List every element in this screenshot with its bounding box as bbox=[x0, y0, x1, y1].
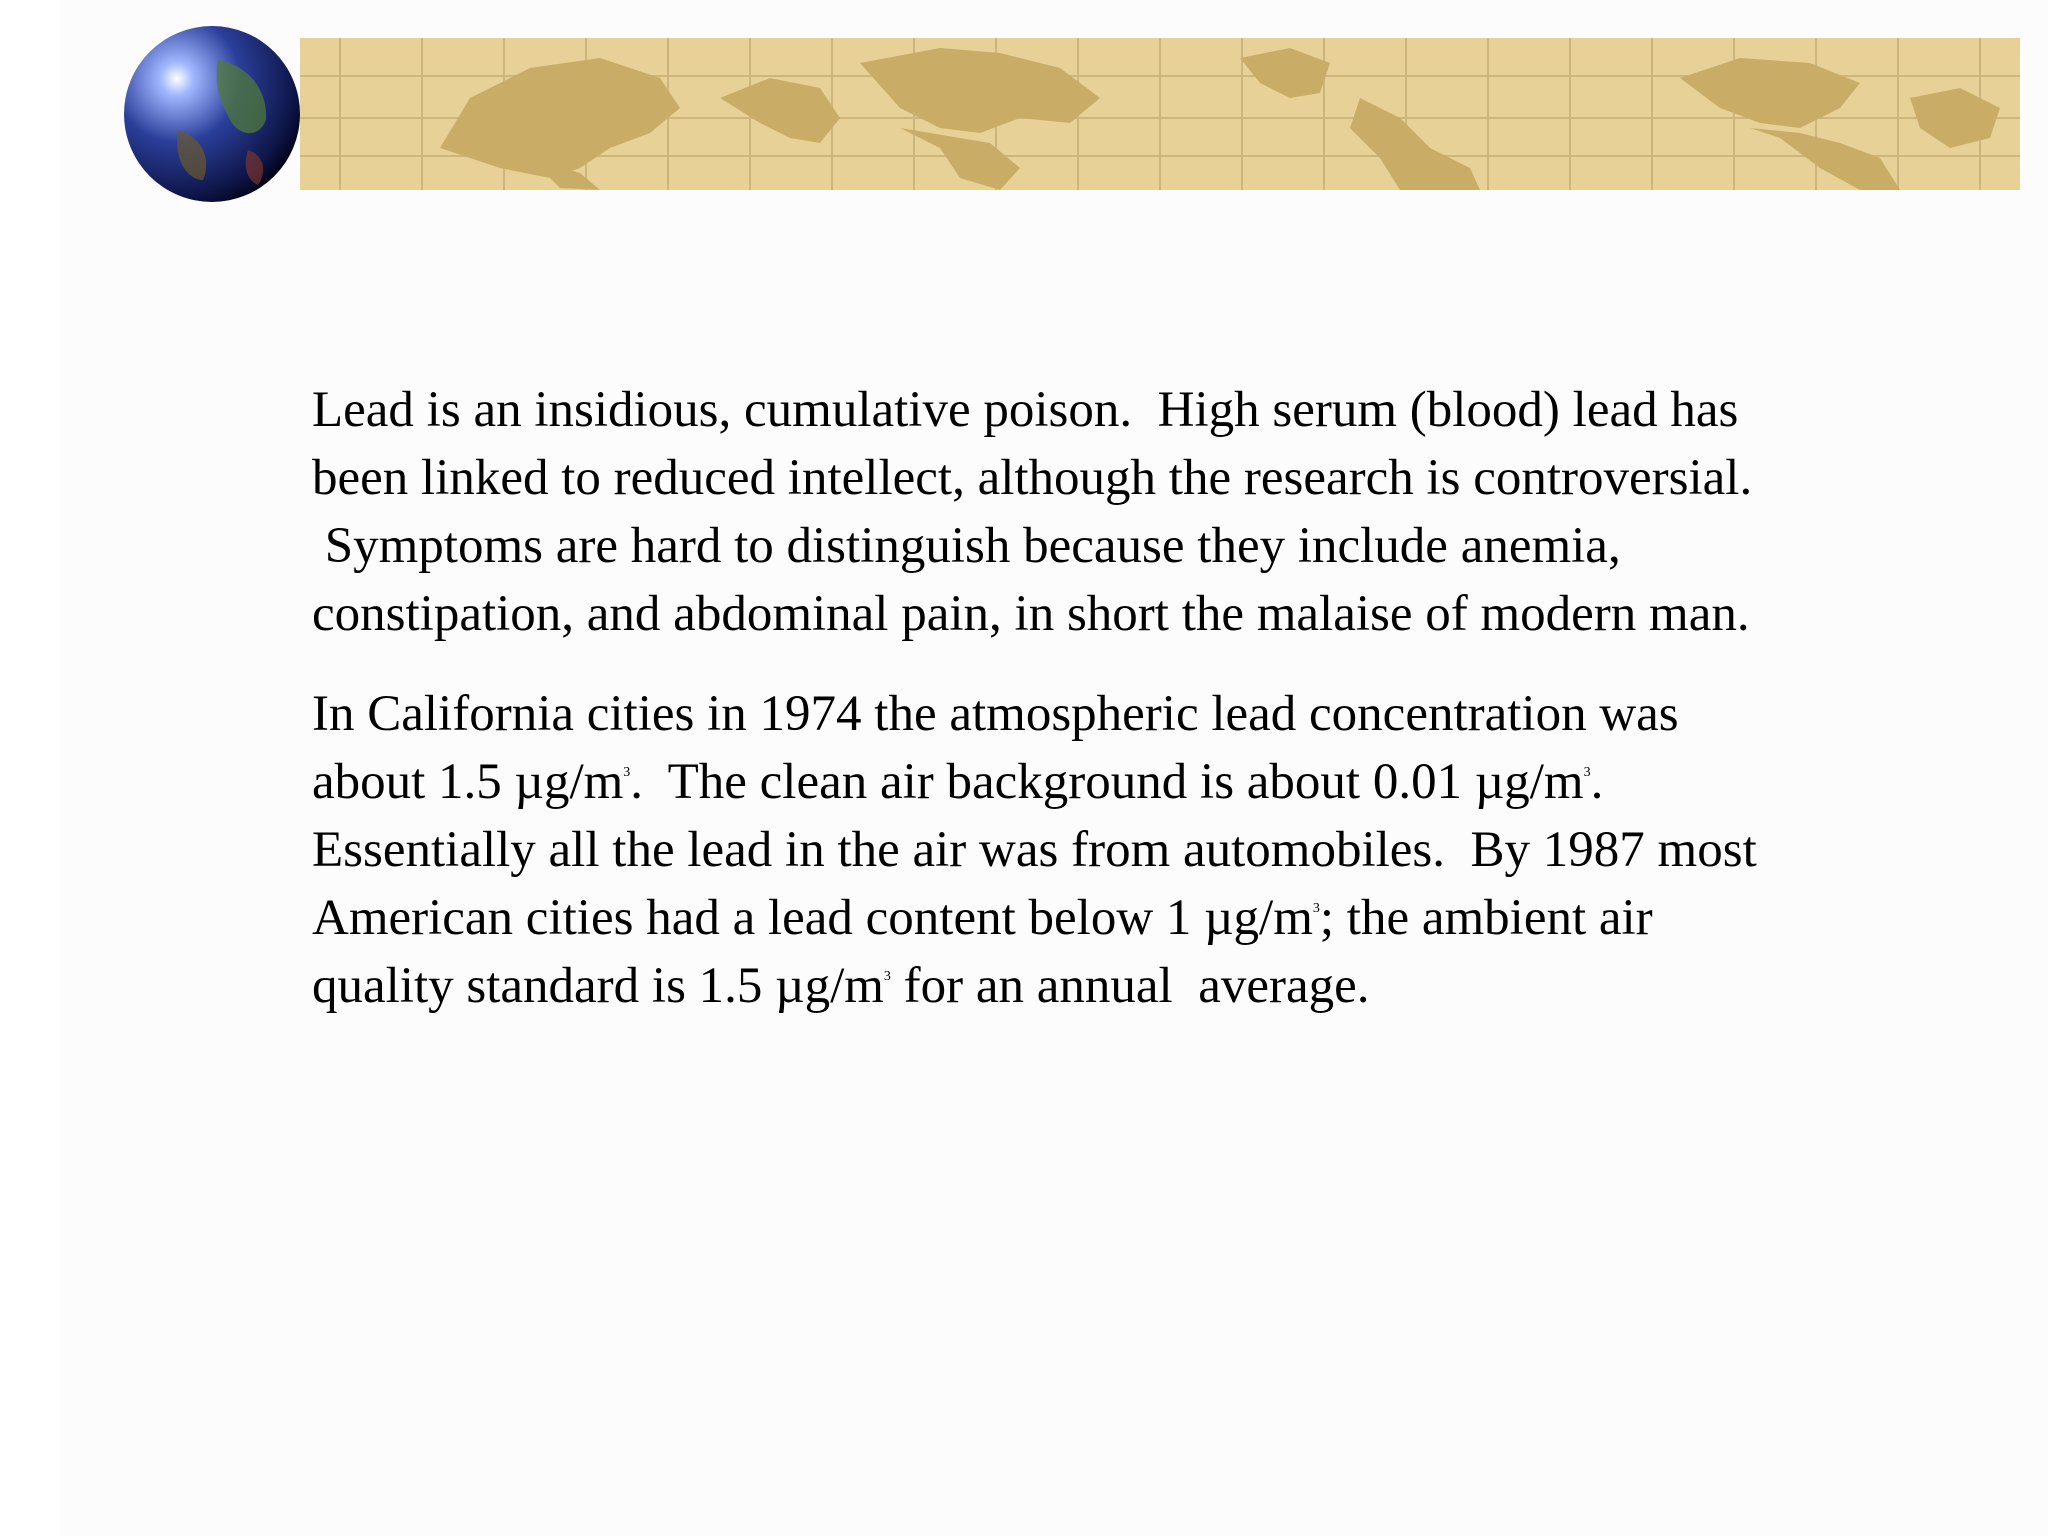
text-line bbox=[312, 748, 1952, 816]
text-segment: ; the ambient air bbox=[1319, 890, 1653, 946]
text-line: been linked to reduced intellect, although the research is controversial. bbox=[312, 450, 1753, 506]
superscript-3: 3 bbox=[623, 765, 631, 780]
text-line: Symptoms are hard to distinguish because they include anemia, bbox=[312, 518, 1621, 574]
text-line bbox=[312, 952, 1952, 1020]
superscript-3: 3 bbox=[1312, 901, 1320, 916]
text-segment: . bbox=[1590, 754, 1604, 810]
paragraph-lead-toxicity bbox=[312, 376, 1952, 648]
text-segment: American cities had a lead content below 1 µg/m bbox=[312, 890, 1313, 946]
text-segment: quality standard is 1.5 µg/m bbox=[312, 958, 884, 1014]
text-segment: for an annual average. bbox=[890, 958, 1370, 1014]
text-line: In California cities in 1974 the atmospheric lead concentration was bbox=[312, 686, 1679, 742]
text-line bbox=[312, 884, 1952, 952]
text-segment: about 1.5 µg/m bbox=[312, 754, 624, 810]
world-map-image bbox=[300, 38, 2020, 190]
text-segment: . The clean air background is about 0.01 µg/m bbox=[630, 754, 1584, 810]
text-line: Essentially all the lead in the air was from automobiles. By 1987 most bbox=[312, 822, 1757, 878]
globe-icon bbox=[118, 20, 306, 208]
text-line: constipation, and abdominal pain, in short the malaise of modern man. bbox=[312, 586, 1750, 642]
superscript-3: 3 bbox=[1583, 765, 1591, 780]
slide bbox=[60, 0, 2048, 1536]
world-map-banner bbox=[300, 38, 2020, 190]
paragraph-lead-concentration bbox=[312, 680, 1952, 1020]
slide-body-text bbox=[312, 376, 1952, 1052]
text-line: Lead is an insidious, cumulative poison. High serum (blood) lead has bbox=[312, 382, 1739, 438]
superscript-3: 3 bbox=[883, 969, 891, 984]
